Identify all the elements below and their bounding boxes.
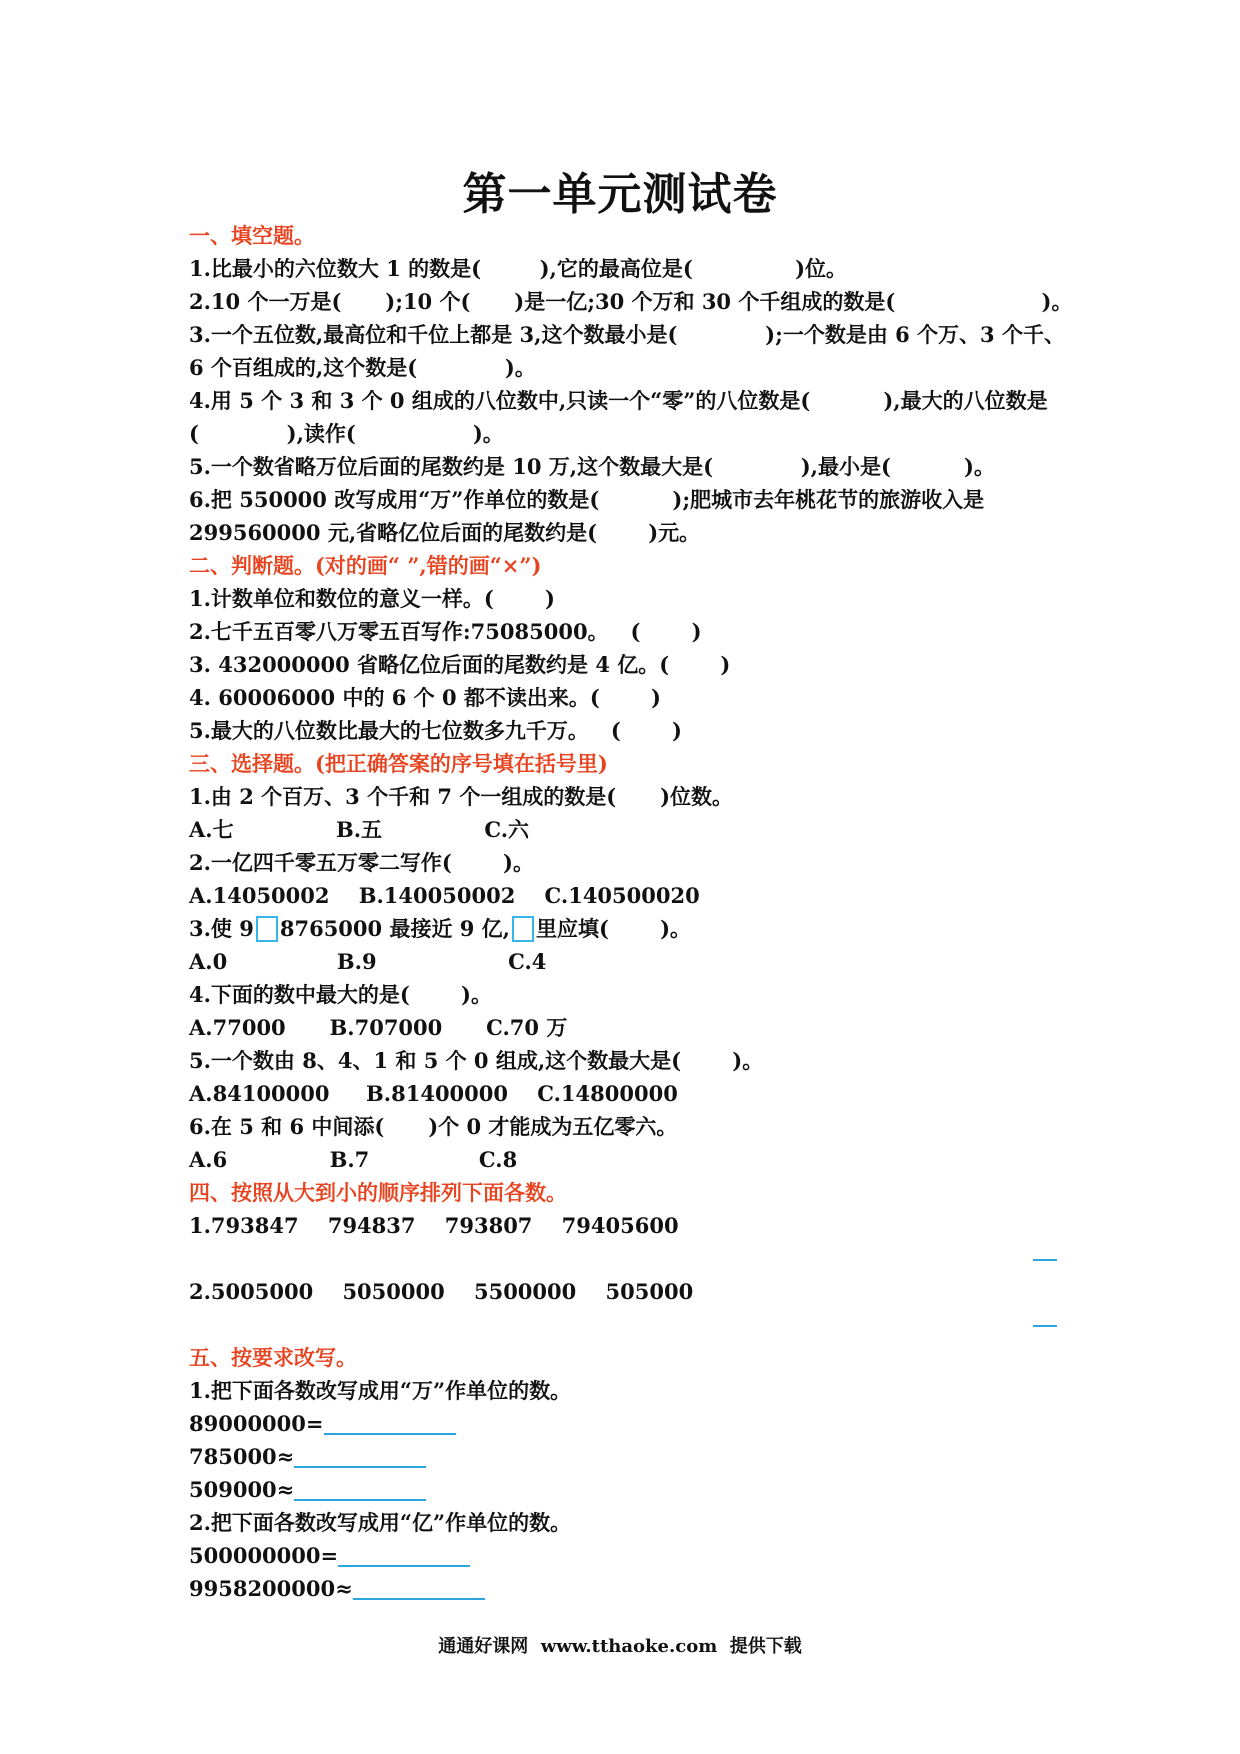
choice-question-2: 2.一亿四千零五万零二写作( )。 xyxy=(189,850,534,875)
section-judge-heading: 二、判断题。(对的画“ ”,错的画“×”) xyxy=(189,553,542,578)
answer-blank[interactable] xyxy=(324,1411,456,1435)
choice-question-6: 6.在 5 和 6 中间添( )个 0 才能成为五亿零六。 xyxy=(189,1114,678,1139)
rewrite-item xyxy=(189,1410,456,1438)
choice-question-3-suffix: 里应填( )。 xyxy=(536,916,692,941)
choice-question-4: 4.下面的数中最大的是( )。 xyxy=(189,982,492,1007)
rewrite-item xyxy=(189,1476,426,1504)
fill-question-3-line-2: 6 个百组成的,这个数是( )。 xyxy=(189,355,536,380)
page-title: 第一单元测试卷 xyxy=(462,169,778,220)
rewrite-expression: 500000000= xyxy=(189,1543,339,1568)
answer-box[interactable] xyxy=(256,916,278,942)
judge-question-3: 3. 432000000 省略亿位后面的尾数约是 4 亿。( ) xyxy=(189,652,731,677)
answer-blank[interactable] xyxy=(294,1444,426,1468)
choice-options-3: A.0 B.9 C.4 xyxy=(189,949,547,974)
choice-options-2: A.14050002 B.140050002 C.140500020 xyxy=(189,883,700,908)
rewrite-question-1: 1.把下面各数改写成用“万”作单位的数。 xyxy=(189,1378,572,1403)
judge-question-5: 5.最大的八位数比最大的七位数多九千万。 ( ) xyxy=(189,718,682,743)
choice-options-6: A.6 B.7 C.8 xyxy=(189,1147,518,1172)
rewrite-expression: 89000000= xyxy=(189,1411,324,1436)
choice-options-4: A.77000 B.707000 C.70 万 xyxy=(189,1015,568,1040)
rewrite-item xyxy=(189,1542,470,1570)
rewrite-item xyxy=(189,1443,426,1471)
fill-question-4-line-1: 4.用 5 个 3 和 3 个 0 组成的八位数中,只读一个“零”的八位数是( ),最大的八位数是 xyxy=(189,388,1048,413)
choice-question-3-prefix: 3.使 9 xyxy=(189,916,254,941)
order-question-2: 2.5005000 5050000 5500000 505000 xyxy=(189,1279,694,1304)
section-fill-in-heading: 一、填空题。 xyxy=(189,223,315,248)
page-footer: 通通好课网 www.tthaoke.com 提供下载 xyxy=(438,1636,802,1657)
choice-question-3-middle: 8765000 最接近 9 亿, xyxy=(279,916,510,941)
answer-line-mark xyxy=(1033,1325,1057,1327)
answer-line-mark xyxy=(1033,1259,1057,1261)
fill-question-1: 1.比最小的六位数大 1 的数是( ),它的最高位是( )位。 xyxy=(189,256,848,281)
answer-blank[interactable] xyxy=(353,1576,485,1600)
section-order-heading: 四、按照从大到小的顺序排列下面各数。 xyxy=(189,1180,567,1205)
section-choice-heading: 三、选择题。(把正确答案的序号填在括号里) xyxy=(189,751,608,776)
rewrite-expression: 785000≈ xyxy=(189,1444,295,1469)
rewrite-expression: 509000≈ xyxy=(189,1477,295,1502)
fill-question-3-line-1: 3.一个五位数,最高位和千位上都是 3,这个数最小是( );一个数是由 6 个万、3 个千、 xyxy=(189,322,1065,347)
fill-question-6-line-1: 6.把 550000 改写成用“万”作单位的数是( );肥城市去年桃花节的旅游收入是 xyxy=(189,487,985,512)
rewrite-item xyxy=(189,1575,485,1603)
choice-question-5: 5.一个数由 8、4、1 和 5 个 0 组成,这个数最大是( )。 xyxy=(189,1048,764,1073)
choice-options-5: A.84100000 B.81400000 C.14800000 xyxy=(189,1081,678,1106)
rewrite-question-2: 2.把下面各数改写成用“亿”作单位的数。 xyxy=(189,1510,572,1535)
fill-question-2: 2.10 个一万是( );10 个( )是一亿;30 个万和 30 个千组成的数是( )。 xyxy=(189,289,1073,314)
judge-question-4: 4. 60006000 中的 6 个 0 都不读出来。( ) xyxy=(189,685,661,710)
choice-question-1: 1.由 2 个百万、3 个千和 7 个一组成的数是( )位数。 xyxy=(189,784,734,809)
section-rewrite-heading: 五、按要求改写。 xyxy=(189,1345,357,1370)
order-question-1: 1.793847 794837 793807 79405600 xyxy=(189,1213,679,1238)
answer-blank[interactable] xyxy=(338,1543,470,1567)
fill-question-5: 5.一个数省略万位后面的尾数约是 10 万,这个数最大是( ),最小是( )。 xyxy=(189,454,995,479)
fill-question-6-line-2: 299560000 元,省略亿位后面的尾数约是( )元。 xyxy=(189,520,701,545)
fill-question-4-line-2: ( ),读作( )。 xyxy=(189,421,504,446)
choice-question-3 xyxy=(189,915,691,943)
answer-blank[interactable] xyxy=(294,1477,426,1501)
choice-options-1: A.七 B.五 C.六 xyxy=(189,817,530,842)
judge-question-1: 1.计数单位和数位的意义一样。( ) xyxy=(189,586,555,611)
judge-question-2: 2.七千五百零八万零五百写作:75085000。 ( ) xyxy=(189,619,702,644)
answer-box[interactable] xyxy=(512,916,534,942)
rewrite-expression: 9958200000≈ xyxy=(189,1576,353,1601)
